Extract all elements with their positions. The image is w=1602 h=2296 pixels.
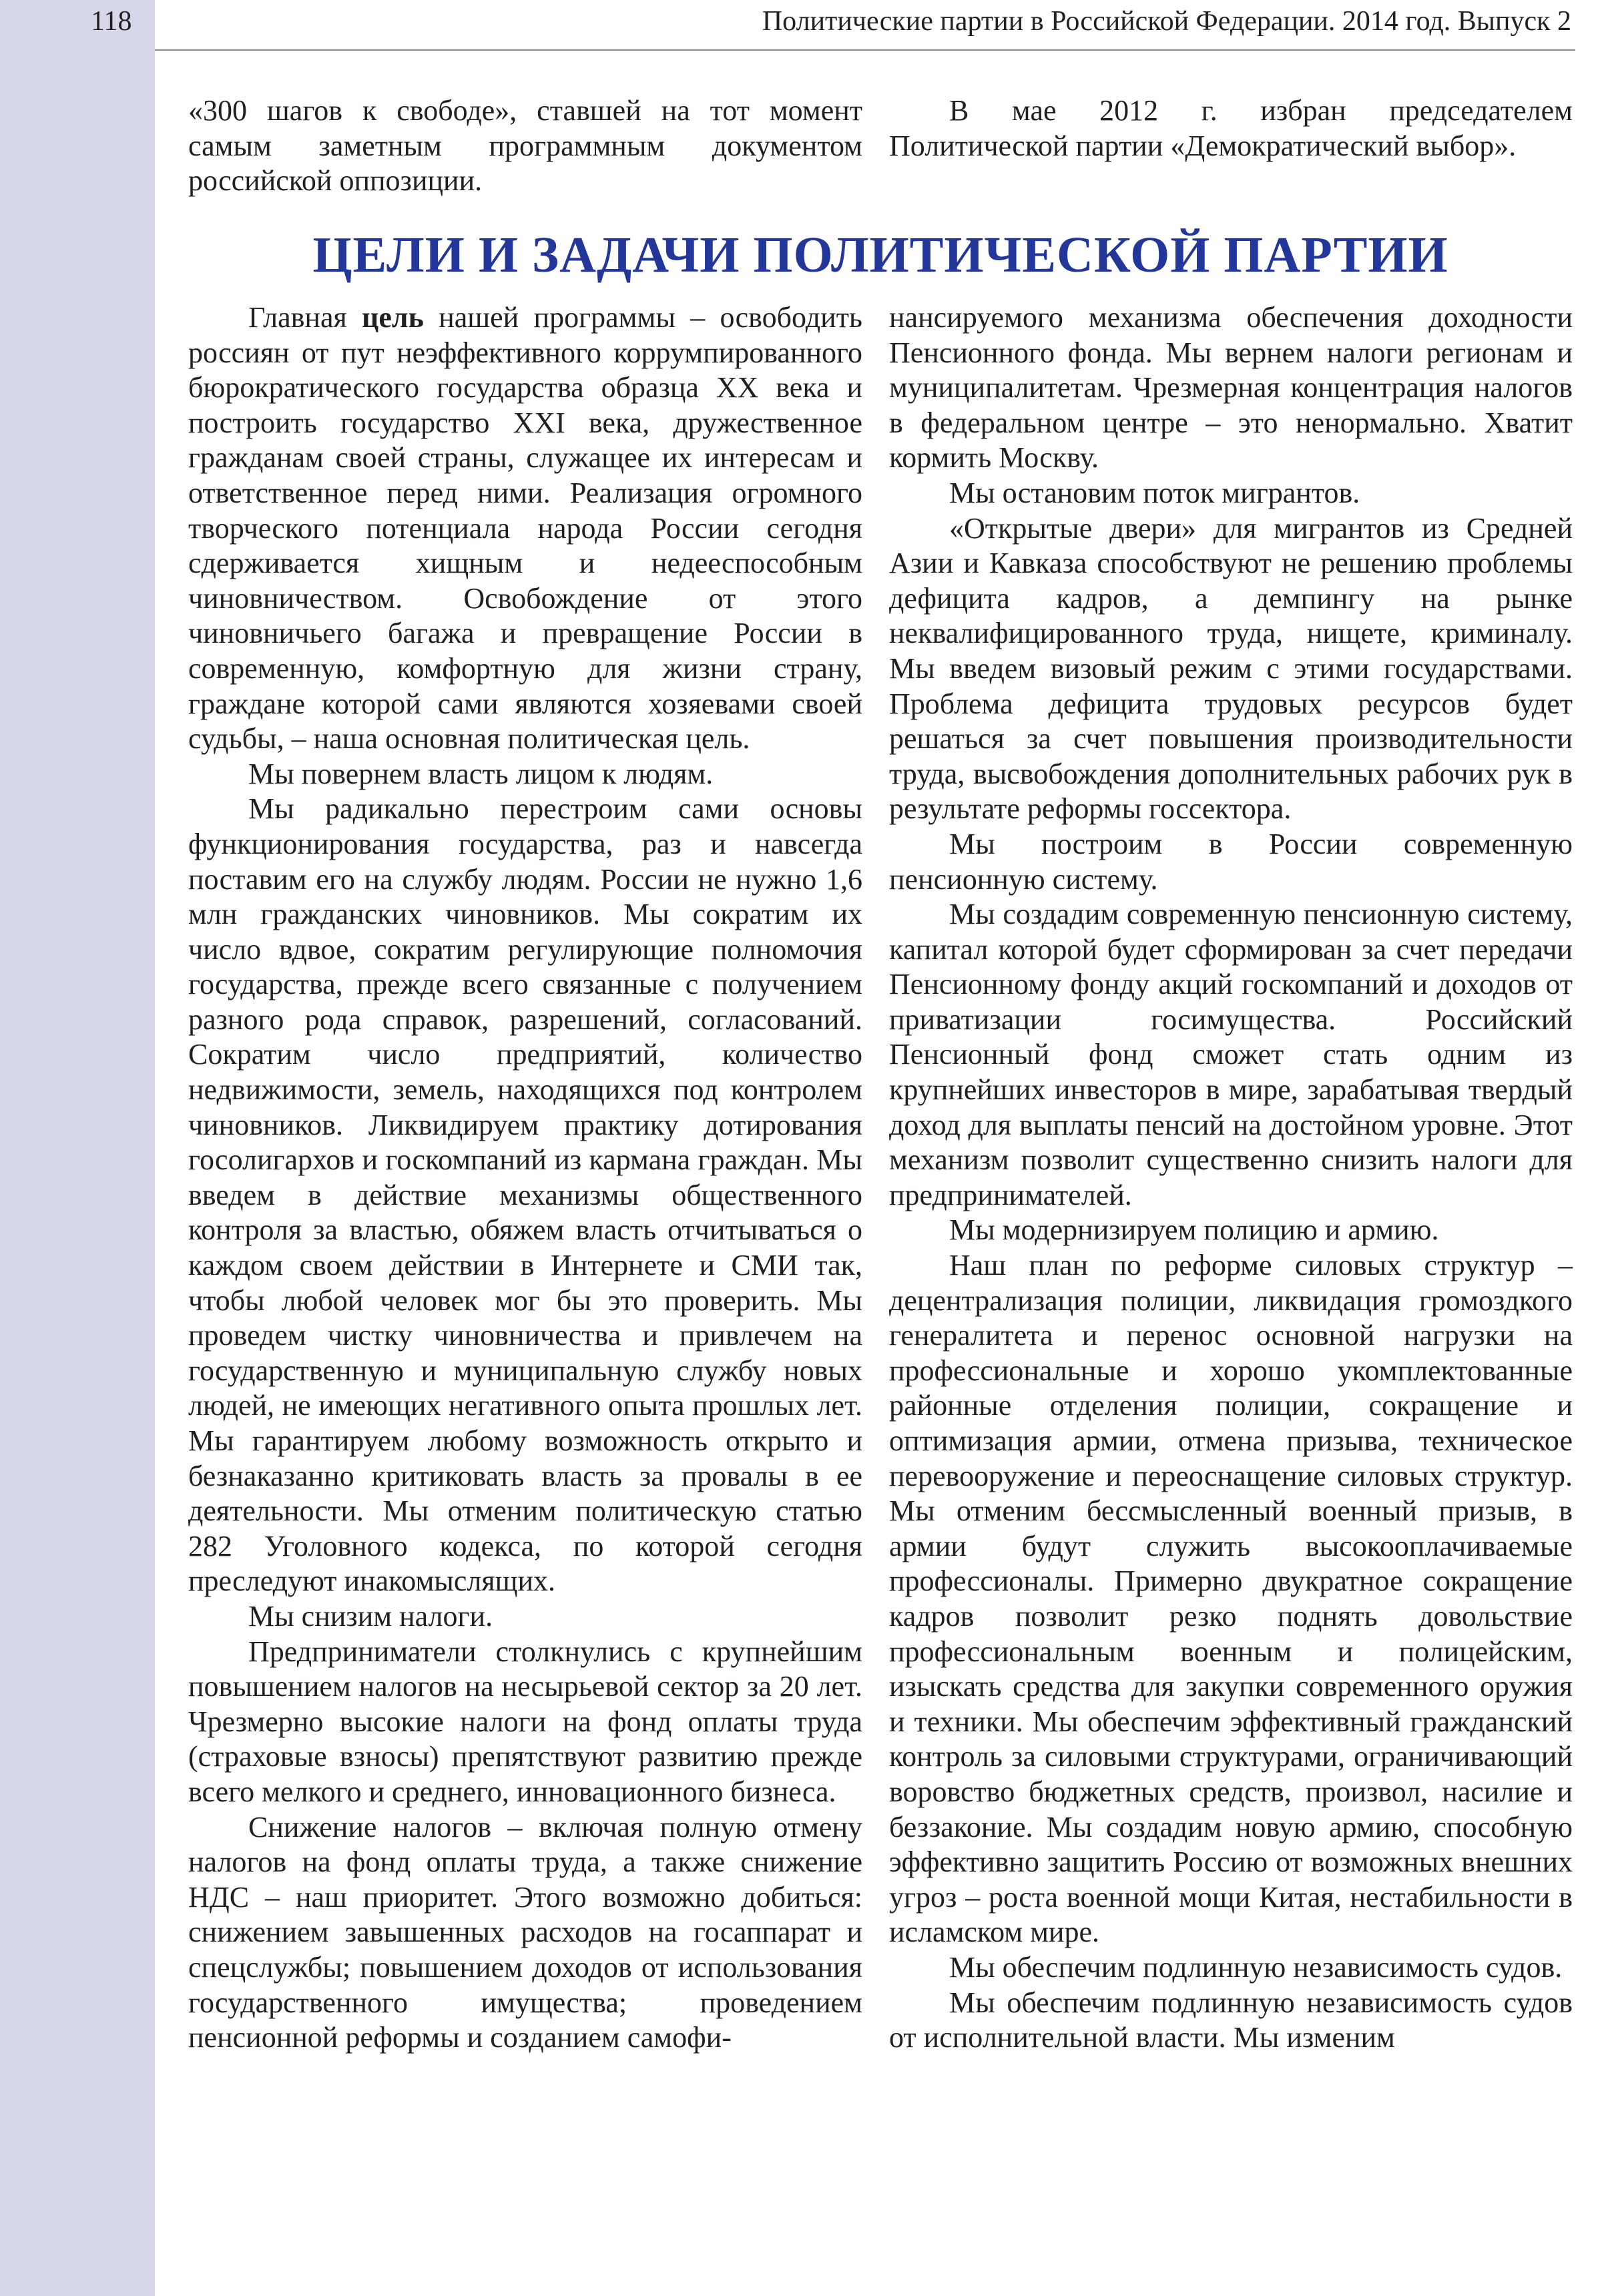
paragraph: Мы повернем власть лицом к людям.: [248, 757, 714, 790]
paragraph: Мы остановим поток мигрантов.: [949, 476, 1360, 509]
running-header: Политические партии в Российской Федерации. 2014 год. Выпуск 2: [762, 6, 1571, 37]
page-margin-band: [0, 0, 155, 2296]
top-left-column: [188, 93, 862, 199]
paragraph: Мы модернизируем полицию и армию.: [949, 1213, 1439, 1247]
bold-term: цель: [362, 301, 424, 334]
paragraph: Мы обеспечим подлинную независимость судов.: [949, 1950, 1563, 1984]
text-run: нашей программы – освободить россиян от пут неэффективного коррумпированного бюрократического государства образца XX века и построить государство XXI века, дружественное гражданам своей страны, служащее их интересам и ответственное перед ними. Реализация огромного творческого потенциала народа России сегодня сдерживается хищным и недееспособным чиновничеством. Освобождение от этого чиновничьего багажа и превращение России в современную, комфортную для жизни страну, граждане которой сами являются хозяевами своей судьбы, – наша основная политическая цель.: [188, 301, 862, 756]
paragraph: [188, 300, 862, 757]
paragraph: Наш план по реформе силовых структур – децентрализация полиции, ликвидация громоздкого генералитета и перенос основной нагрузки на профессиональные и хорошо укомплектованные районные отделения полиции, сокращение и оптимизация армии, отмена призыва, техническое перевооружение и переоснащение силовых структур. Мы отменим бессмысленный военный призыв, в армии будут служить высокооплачиваемые профессионалы. Примерно двукратное сокращение кадров позволит резко поднять довольствие профессиональным военным и полицейским, изыскать средства для закупки современного оружия и техники. Мы обеспечим эффективный гражданский контроль за силовыми структурами, ограничивающий воровство бюджетных средств, произвол, насилие и беззаконие. Мы создадим новую армию, способную эффективно защитить Россию от возможных внешних угроз – роста военной мощи Китая, нестабильности в исламском мире.: [889, 1249, 1573, 1949]
right-column: [889, 300, 1573, 2056]
paragraph: Снижение налогов – включая полную отмену налогов на фонд оплаты труда, а также снижение НДС – наш приоритет. Этого возможно добиться: снижением завышенных расходов на госаппарат и спецслужбы; повышением доходов от использования государственного имущества; проведением пенсионной реформы и созданием самофи-: [188, 1810, 862, 2054]
page-number: 118: [91, 6, 132, 37]
text-run: Главная: [248, 301, 362, 334]
top-right-column: [889, 93, 1573, 164]
section-title: ЦЕЛИ И ЗАДАЧИ ПОЛИТИЧЕСКОЙ ПАРТИИ: [312, 227, 1448, 283]
header-rule: [155, 49, 1575, 51]
paragraph: Мы снизим налоги.: [248, 1599, 493, 1633]
paragraph: В мае 2012 г. избран председателем Политической партии «Демократический выбор».: [889, 94, 1573, 162]
paragraph: Мы создадим современную пенсионную систему, капитал которой будет сформирован за счет передачи Пенсионному фонду акций госкомпаний и доходов от приватизации госимущества. Российский Пенсионный фонд сможет стать одним из крупнейших инвесторов в мире, зарабатывая твердый доход для выплаты пенсий на достойном уровне. Этот механизм позволит существенно снизить налоги для предпринимателей.: [889, 898, 1573, 1211]
paragraph: нансируемого механизма обеспечения доходности Пенсионного фонда. Мы вернем налоги регионам и муниципалитетам. Чрезмерная концентрация налогов в федеральном центре – это ненормально. Хватит кормить Москву.: [889, 301, 1573, 475]
paragraph: Предприниматели столкнулись с крупнейшим повышением налогов на несырьевой сектор за 20 лет. Чрезмерно высокие налоги на фонд оплаты труда (страховые взносы) препятствуют развитию прежде всего мелкого и среднего, инновационного бизнеса.: [188, 1635, 862, 1808]
paragraph: Мы радикально перестроим сами основы функционирования государства, раз и навсегда поставим его на службу людям. России не нужно 1,6 млн гражданских чиновников. Мы сократим их число вдвое, сократим регулирующие полномочия государства, прежде всего связанные с получением разного рода справок, разрешений, согласований. Сократим число предприятий, количество недвижимости, земель, находящихся под контролем чиновников. Ликвидируем практику дотирования госолигархов и госкомпаний из кармана граждан. Мы введем в действие механизмы общественного контроля за властью, обяжем власть отчитываться о каждом своем действии в Интернете и СМИ так, чтобы любой человек мог бы это проверить. Мы проведем чистку чиновничества и привлечем на государственную и муниципальную службу новых людей, не имеющих негативного опыта прошлых лет. Мы гарантируем любому возможность открыто и безнаказанно критиковать власть за провалы в ее деятельности. Мы отменим политическую статью 282 Уголовного кодекса, по которой сегодня преследуют инакомыслящих.: [188, 792, 862, 1598]
paragraph: Мы построим в России современную пенсионную систему.: [889, 827, 1573, 896]
left-column: [188, 300, 862, 2056]
paragraph: «300 шагов к свободе», ставшей на тот момент самым заметным программным документом российской оппозиции.: [188, 94, 862, 198]
paragraph: «Открытые двери» для мигрантов из Средней Азии и Кавказа способствуют не решению проблемы дефицита кадров, а демпингу на рынке неквалифицированного труда, нищете, криминалу. Мы введем визовый режим с этими государствами. Проблема дефицита трудовых ресурсов будет решаться за счет повышения производительности труда, высвобождения дополнительных рабочих рук в результате реформы госсектора.: [889, 511, 1573, 826]
paragraph: Мы обеспечим подлинную независимость судов от исполнительной власти. Мы изменим: [889, 1986, 1573, 2054]
